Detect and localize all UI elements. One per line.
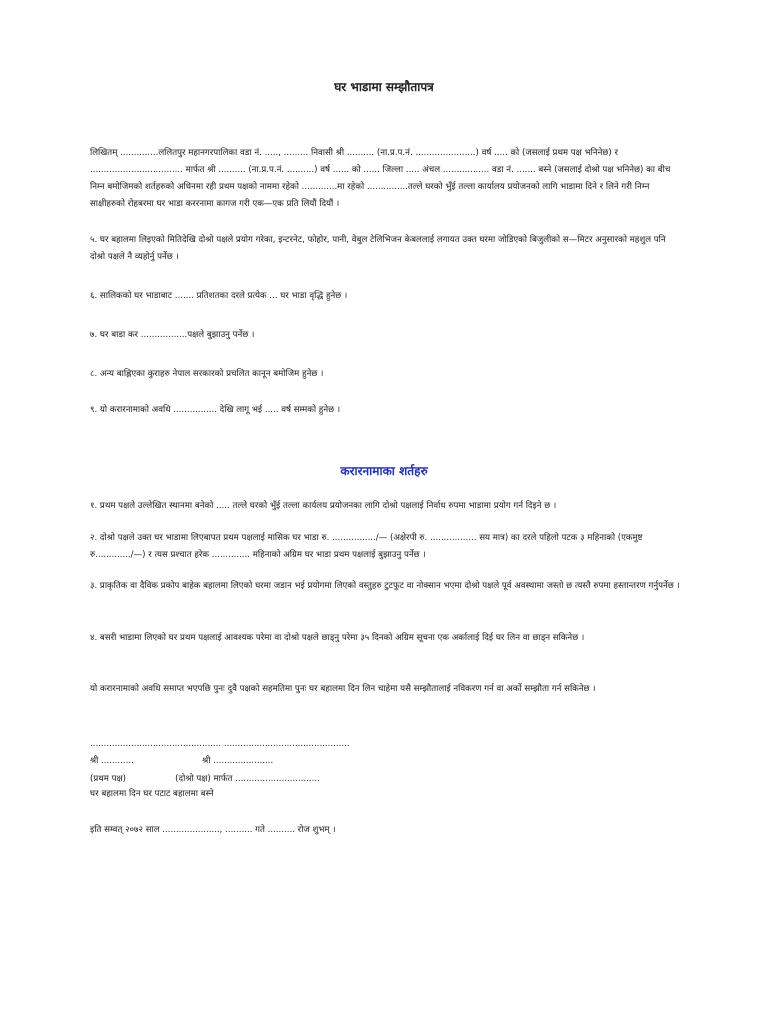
- date-line: इति सम्वत् २०७२ साल ....................., .......... गते .......... रोज शुभम् ।: [90, 825, 336, 835]
- document-title: घर भाडामा सम्झौतापत्र: [334, 80, 434, 94]
- signature-names: श्री ............ श्री ......................: [90, 756, 274, 766]
- terms-heading: करारनामाका शर्तहरु: [340, 464, 428, 478]
- clause-7: ७. घर बाडा कर .................पक्षले बुझाउनु पर्नेछ ।: [90, 330, 255, 340]
- clause-9: ९. यो करारनामाको अवधि ................ देखि लागू भई ..... वर्ष सम्मको हुनेछ ।: [90, 405, 341, 415]
- clause-8: ८. अन्य बाह्लिएका कुराहरु नेपाल सरकारको प्रचलित कानून बमोजिम हुनेछ ।: [90, 369, 324, 379]
- term-1: १. प्रथम पक्षले उल्लेखित स्थानमा बनेको ..... तल्ले घरको भुँई तल्ला कार्यलय प्रयोजनका लागि दोश्रो पक्षलाई निर्वाध रुपमा भाडामा प्रयोग गर्न दिइने छ ।: [90, 501, 557, 511]
- closing-paragraph: यो करारनामाको अवधि समाप्त भएपछि पुनः दुवै पक्षको सहमतिमा पुनः घर बहालमा दिन लिन चाहेमा यसै सम्झौतालाई नविकरण गर्न वा अर्को सम्झौता गर्न सकिनेछ ।: [90, 684, 596, 694]
- term-2: २. दोश्रो पक्षले उक्त घर भाडामा लिएबापत प्रथम पक्षलाई मासिक घर भाडा रु. ................/— (अक्षेरपी रु. ................. सय मात्र) का दरले पहिलो पटक ३ महिनाको (एकमुष्ट रु............./—) र त्यस प्रश्चात हरेक .............. महिनाको अग्रिम घर भाडा प्रथम पक्षलाई बुझाउनु पर्नेछ ।: [90, 533, 643, 560]
- term-4: ४. बसरी भाडामा लिएको घर प्रथम पक्षलाई आवश्यक परेमा वा दोश्रो पक्षले छाड्नु परेमा ३५ दिनको अग्रिम सूचना एक अर्कालाई दिई घर लिन वा छाड्न सकिनेछ ।: [90, 633, 585, 643]
- clause-6: ६. सालिकको घर भाडाबाट ....... प्रतिशतका दरले प्रत्येक ... घर भाडा वृद्धि हुनेछ ।: [90, 291, 348, 301]
- clause-5: ५. घर बहालमा लिइएको मितिदेखि दोश्रो पक्षले प्रयोग गरेका, इन्टरनेट, फोहोर, पानी, वेबुल टेलिभिजन केबललाई लगायत उक्त घरमा जोडिएको बिजुलीको स—मिटर अनुसारको महशुल पनि दोश्रो पक्षले नै व्यहोर्नु पर्नेछ ।: [90, 235, 666, 262]
- signature-note: घर बहालमा दिन घर पटाट बहालमा बस्ने: [90, 789, 214, 799]
- signature-lines: ................................................ ..............................................: [90, 739, 350, 749]
- signature-roles: (प्रथम पक्ष) (दोश्रो पक्ष) मार्फत ...............................: [90, 774, 320, 784]
- intro-paragraph: लिखितम् ..............ललितपुर महानगरपालिका वडा नं. ....., ......... निवासी श्री .......... (ना.प्र.प.नं. ......................) वर्ष ..... को (जसलाई प्रथम पक्ष भनिनेछ) र .................................. मार्फत श्री .......... (ना.प्र.प.नं. ..........) वर्ष ...... को ...... जिल्ला ..... अंचल ................. वडा नं. ....... बस्ने (जसलाई दोश्रो पक्ष भनिनेछ) का बीच निम्न बमोजिमको शर्तहरुको अधिनमा रही प्रथम पक्षको नाममा रहेको .............मा रहेको ...............तल्ले घरको भुँई तल्ला कार्यालय प्रयोजनको लागि भाडामा दिने र लिने गरी निम्न साक्षीहरुको रोहबरमा घर भाडा कररनामा कागज गरी एक—एक प्रति लियौं दियौं ।: [90, 148, 671, 209]
- term-3: ३. प्राकृतिक वा दैविक प्रकोप बाहेक बहालमा लिएको घरमा जडान भई प्रयोगमा लिएको वस्तुहरु टुटफुट वा नोक्सान भएमा दोश्रो पक्षले पूर्व अवस्थामा जस्तो छ त्यस्तै रुपमा हस्तान्तरण गर्नुपर्नेछ ।: [90, 581, 680, 591]
